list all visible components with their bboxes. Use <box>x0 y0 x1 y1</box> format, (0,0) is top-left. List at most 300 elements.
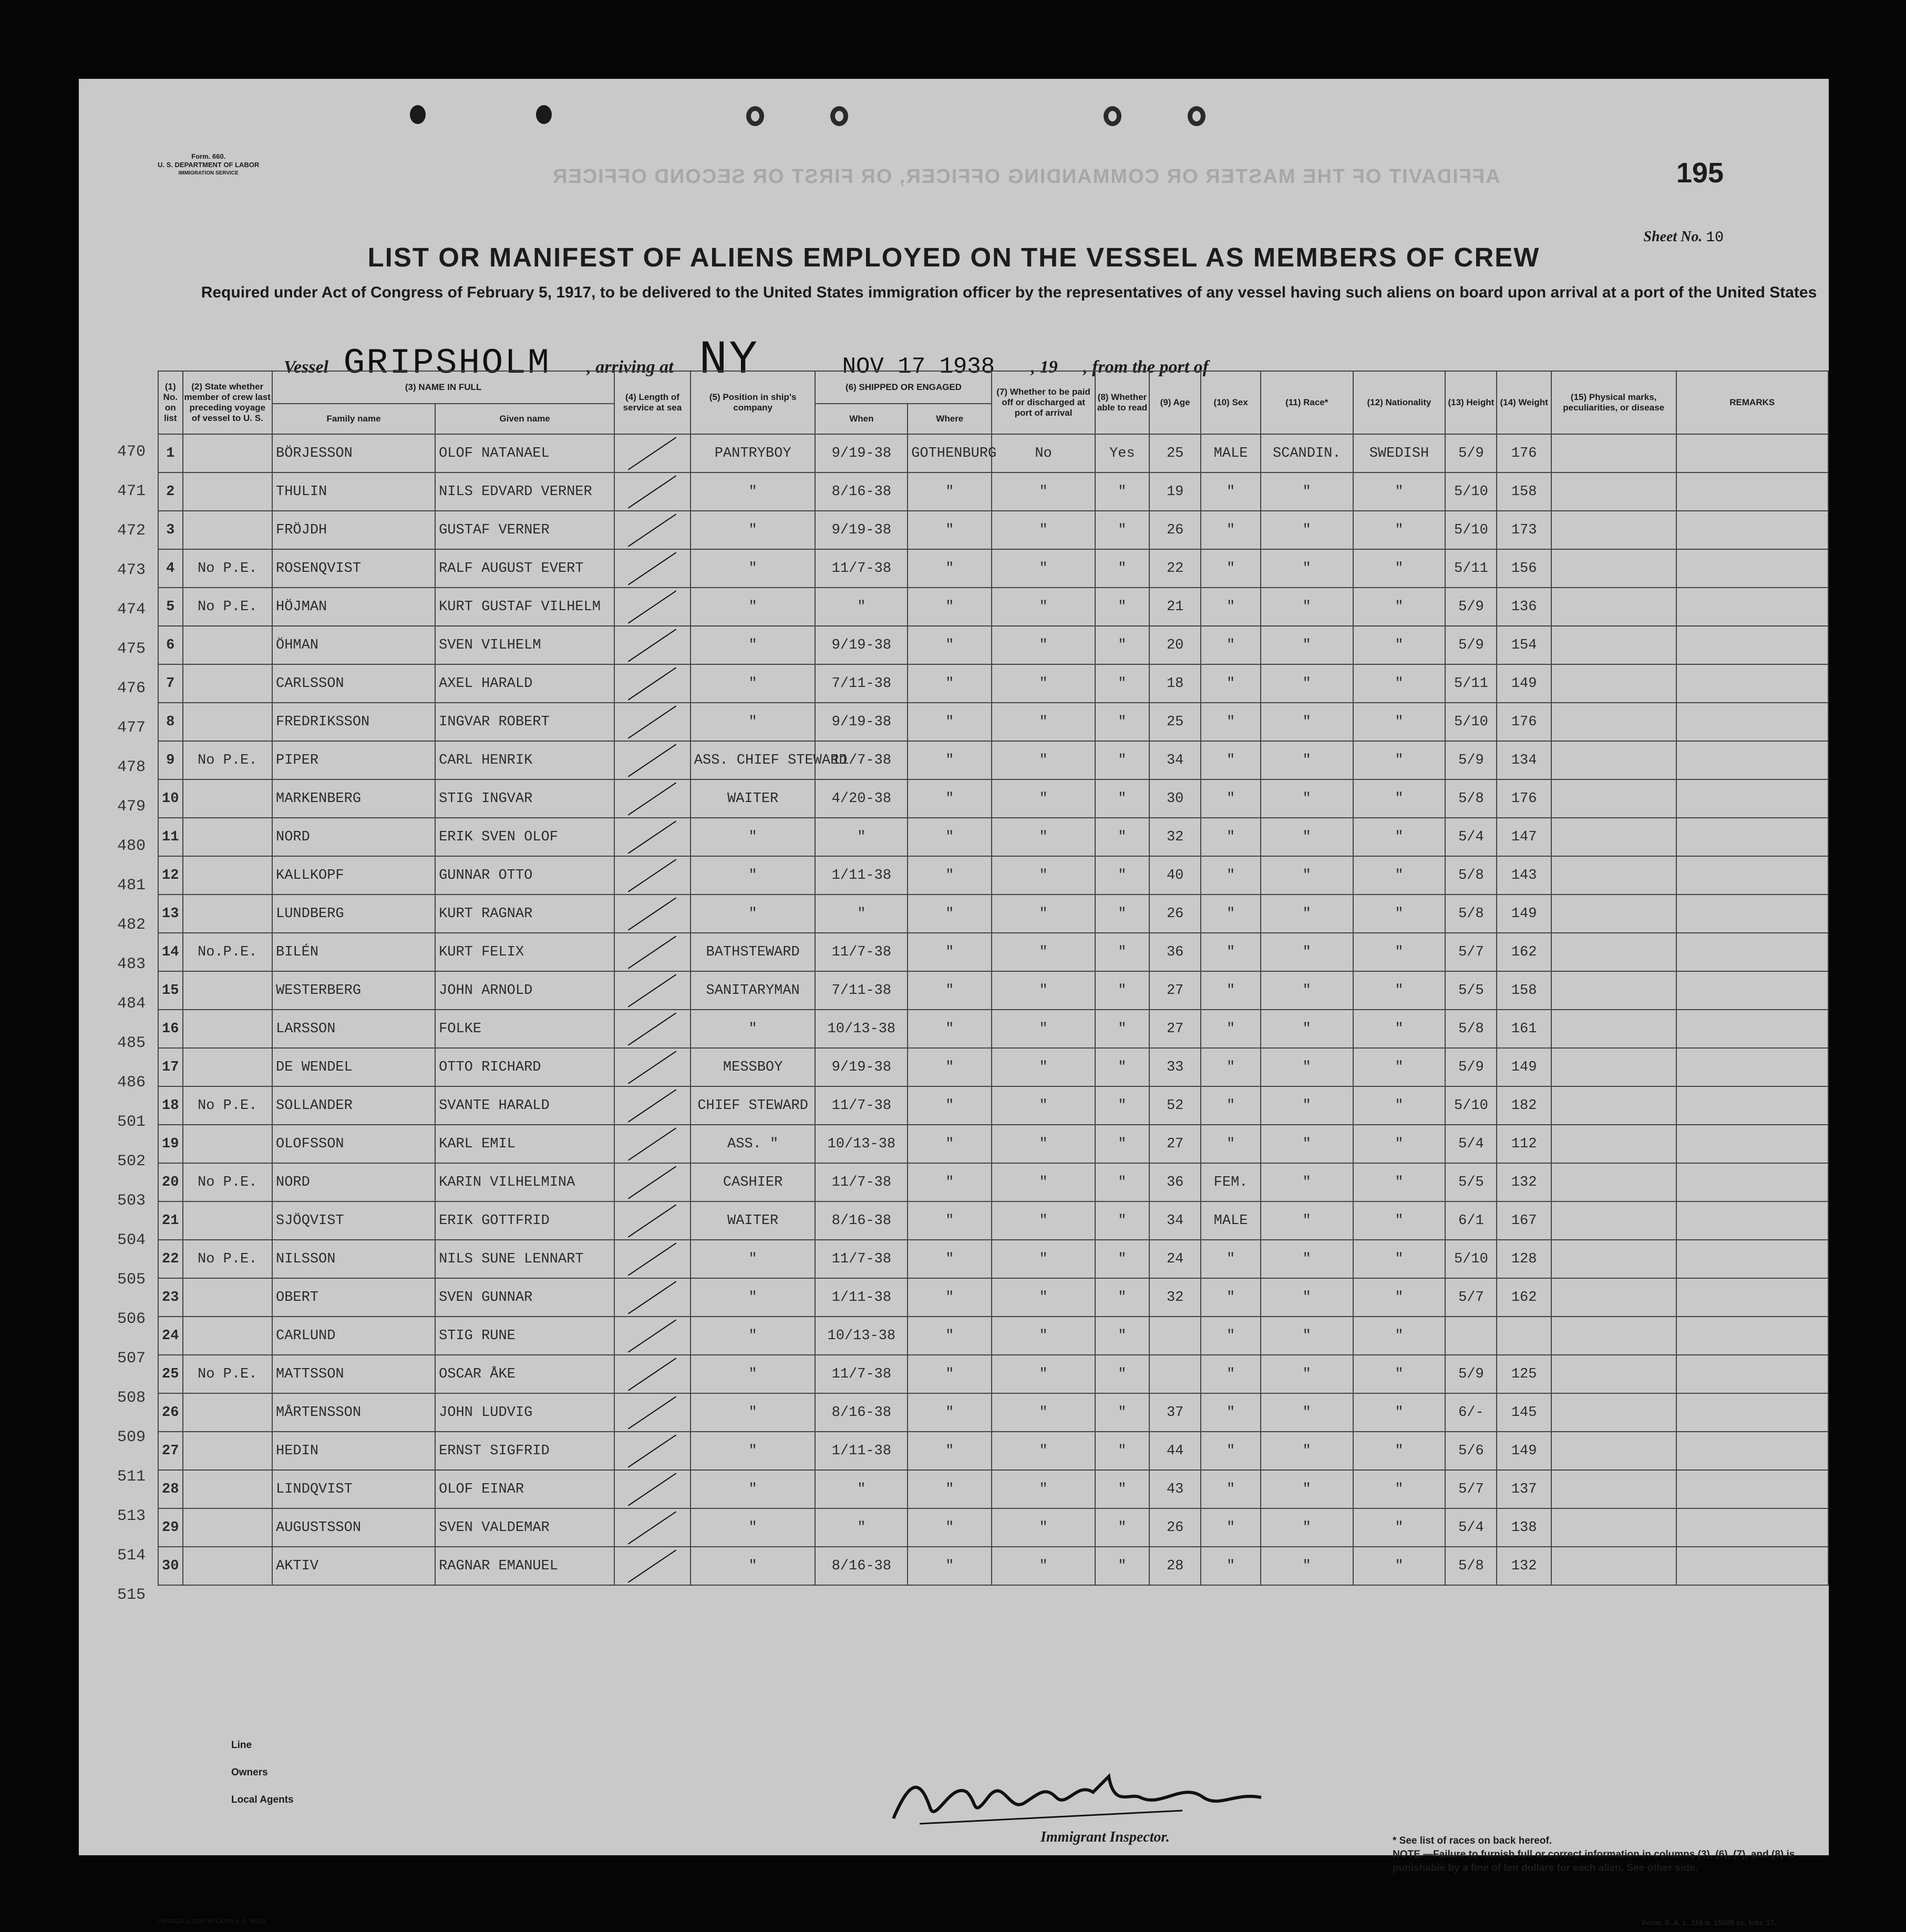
dept-label: U. S. DEPARTMENT OF LABOR <box>158 161 260 169</box>
paid-off-cell: No <box>992 434 1095 472</box>
paid-off-cell: " <box>992 472 1095 511</box>
races-note: * See list of races on back hereof. <box>1393 1835 1552 1846</box>
height-cell: 5/9 <box>1445 626 1497 664</box>
paid-off-cell: " <box>992 1393 1095 1432</box>
sex-cell: " <box>1201 779 1261 818</box>
year-label: , 19 <box>1031 357 1058 377</box>
shipped-where-cell: " <box>908 1278 992 1317</box>
height-cell: 5/4 <box>1445 1508 1497 1547</box>
race-cell: " <box>1261 1240 1353 1278</box>
shipped-when-cell: " <box>815 1508 908 1547</box>
position-cell: " <box>691 1470 816 1508</box>
ledger-number: 507 <box>117 1350 146 1368</box>
row-number-cell: 22 <box>158 1240 183 1278</box>
table-row <box>158 1201 1828 1240</box>
service-mark-cell <box>614 1317 691 1355</box>
able-to-read-cell: " <box>1095 779 1149 818</box>
shipped-when-cell: 1/11-38 <box>815 856 908 895</box>
ledger-number: 513 <box>117 1507 146 1525</box>
weight-cell <box>1497 1317 1551 1355</box>
manifest-table-wrap <box>158 371 1829 1586</box>
prev-voyage-cell: No P.E. <box>183 1163 273 1201</box>
shipped-where-cell: " <box>908 1010 992 1048</box>
punch-hole <box>1188 106 1206 126</box>
able-to-read-cell: " <box>1095 856 1149 895</box>
marks-cell <box>1551 895 1676 933</box>
sex-cell: " <box>1201 1278 1261 1317</box>
inspector-signature <box>888 1761 1266 1829</box>
nationality-cell: " <box>1353 971 1446 1010</box>
shipped-where-cell: " <box>908 933 992 971</box>
position-cell: " <box>691 1317 816 1355</box>
service-slash-mark <box>628 1396 676 1429</box>
height-cell: 5/9 <box>1445 1355 1497 1393</box>
race-cell: " <box>1261 1355 1353 1393</box>
race-cell: " <box>1261 1432 1353 1470</box>
nationality-cell: " <box>1353 933 1446 971</box>
nationality-cell: " <box>1353 1317 1446 1355</box>
race-cell: " <box>1261 1010 1353 1048</box>
arriving-label: , arriving at <box>586 357 674 377</box>
ledger-number: 479 <box>117 798 146 816</box>
row-number-cell: 13 <box>158 895 183 933</box>
shipped-when-cell: 11/7-38 <box>815 741 908 779</box>
shipped-where-cell: " <box>908 703 992 741</box>
age-cell: 36 <box>1149 1163 1201 1201</box>
given-name-cell: KURT GUSTAF VILHELM <box>435 588 614 626</box>
paid-off-cell: " <box>992 1317 1095 1355</box>
given-name-cell: SVEN VALDEMAR <box>435 1508 614 1547</box>
shipped-when-cell: 10/13-38 <box>815 1317 908 1355</box>
shipped-when-cell: 7/11-38 <box>815 664 908 703</box>
height-cell: 5/10 <box>1445 1086 1497 1125</box>
page-title: LIST OR MANIFEST OF ALIENS EMPLOYED ON THE VESSEL AS MEMBERS OF CREW <box>367 242 1540 272</box>
shipped-when-cell: 10/13-38 <box>815 1010 908 1048</box>
given-name-cell: OLOF EINAR <box>435 1470 614 1508</box>
bleed-through-text: AFFIDAVIT OF THE MASTER OR COMMANDING OFFICER, OR FIRST OR SECOND OFFICER <box>552 166 1500 188</box>
prev-voyage-cell <box>183 1317 273 1355</box>
race-cell: " <box>1261 933 1353 971</box>
marks-cell <box>1551 1547 1676 1585</box>
row-number-cell: 16 <box>158 1010 183 1048</box>
manifest-sheet <box>79 79 1829 1927</box>
race-cell: " <box>1261 1048 1353 1086</box>
service-slash-mark <box>628 513 676 547</box>
prev-voyage-cell: No P.E. <box>183 1355 273 1393</box>
weight-cell: 173 <box>1497 511 1551 549</box>
race-cell: " <box>1261 1278 1353 1317</box>
service-mark-cell <box>614 626 691 664</box>
age-cell: 20 <box>1149 626 1201 664</box>
given-name-cell: ERIK SVEN OLOF <box>435 818 614 856</box>
race-cell: " <box>1261 1470 1353 1508</box>
nationality-cell: SWEDISH <box>1353 434 1446 472</box>
position-cell: PANTRYBOY <box>691 434 816 472</box>
age-cell <box>1149 1355 1201 1393</box>
col-given-name: Given name <box>435 404 614 434</box>
position-cell: " <box>691 549 816 588</box>
owners-label: Owners <box>231 1767 268 1778</box>
given-name-cell: RAGNAR EMANUEL <box>435 1547 614 1585</box>
shipped-when-cell: 11/7-38 <box>815 1086 908 1125</box>
page-subtitle: Required under Act of Congress of February 5, 1917, to be delivered to the United States immigration officer by the representatives of any vessel having such aliens on board upon arrival at a port of the United States <box>201 284 1817 301</box>
table-row <box>158 1432 1828 1470</box>
shipped-when-cell: 11/7-38 <box>815 549 908 588</box>
service-slash-mark <box>628 475 676 508</box>
table-row <box>158 933 1828 971</box>
ledger-number: 514 <box>117 1547 146 1565</box>
ledger-number: 476 <box>117 680 146 697</box>
weight-cell: 158 <box>1497 971 1551 1010</box>
remarks-cell <box>1676 472 1829 511</box>
prev-voyage-cell: No.P.E. <box>183 933 273 971</box>
weight-cell: 149 <box>1497 664 1551 703</box>
punch-hole <box>410 105 426 124</box>
table-row <box>158 1470 1828 1508</box>
col-shipped: (6) SHIPPED OR ENGAGED <box>815 371 992 404</box>
paid-off-cell: " <box>992 1163 1095 1201</box>
line-label: Line <box>231 1740 252 1751</box>
race-cell: " <box>1261 703 1353 741</box>
ledger-number: 515 <box>117 1586 146 1604</box>
age-cell: 34 <box>1149 741 1201 779</box>
punch-hole <box>1104 106 1121 126</box>
sex-cell: MALE <box>1201 1201 1261 1240</box>
ledger-number: 511 <box>117 1468 146 1486</box>
sex-cell: " <box>1201 1125 1261 1163</box>
remarks-cell <box>1676 1393 1829 1432</box>
age-cell: 22 <box>1149 549 1201 588</box>
family-name-cell: HEDIN <box>272 1432 435 1470</box>
shipped-when-cell: " <box>815 818 908 856</box>
nationality-cell: " <box>1353 856 1446 895</box>
weight-cell: 149 <box>1497 895 1551 933</box>
service-slash-mark <box>628 1281 676 1314</box>
paid-off-cell: " <box>992 588 1095 626</box>
height-cell: 5/5 <box>1445 1163 1497 1201</box>
paid-off-cell: " <box>992 1470 1095 1508</box>
given-name-cell: OSCAR ÅKE <box>435 1355 614 1393</box>
able-to-read-cell: " <box>1095 971 1149 1010</box>
height-cell: 5/4 <box>1445 1125 1497 1163</box>
given-name-cell: INGVAR ROBERT <box>435 703 614 741</box>
nationality-cell: " <box>1353 895 1446 933</box>
race-cell: " <box>1261 1508 1353 1547</box>
race-cell: " <box>1261 971 1353 1010</box>
nationality-cell: " <box>1353 511 1446 549</box>
position-cell: " <box>691 1547 816 1585</box>
table-row <box>158 434 1828 472</box>
family-name-cell: FRÖJDH <box>272 511 435 549</box>
family-name-cell: MARKENBERG <box>272 779 435 818</box>
position-cell: " <box>691 664 816 703</box>
shipped-where-cell: " <box>908 588 992 626</box>
race-cell: SCANDIN. <box>1261 434 1353 472</box>
nationality-cell: " <box>1353 1432 1446 1470</box>
age-cell: 19 <box>1149 472 1201 511</box>
position-cell: " <box>691 472 816 511</box>
ledger-number: 480 <box>117 837 146 855</box>
nationality-cell: " <box>1353 472 1446 511</box>
family-name-cell: CARLSSON <box>272 664 435 703</box>
able-to-read-cell: " <box>1095 703 1149 741</box>
col-when: When <box>815 404 908 434</box>
paid-off-cell: " <box>992 1278 1095 1317</box>
sex-cell: MALE <box>1201 434 1261 472</box>
weight-cell: 176 <box>1497 434 1551 472</box>
height-cell: 5/8 <box>1445 895 1497 933</box>
col-weight: (14) Weight <box>1497 371 1551 434</box>
service-slash-mark <box>628 1473 676 1506</box>
remarks-cell <box>1676 856 1829 895</box>
nationality-cell: " <box>1353 588 1446 626</box>
prev-voyage-cell <box>183 971 273 1010</box>
row-number-cell: 4 <box>158 549 183 588</box>
shipped-where-cell: " <box>908 818 992 856</box>
weight-cell: 156 <box>1497 549 1551 588</box>
age-cell: 24 <box>1149 1240 1201 1278</box>
service-mark-cell <box>614 818 691 856</box>
remarks-cell <box>1676 511 1829 549</box>
weight-cell: 138 <box>1497 1508 1551 1547</box>
family-name-cell: AUGUSTSSON <box>272 1508 435 1547</box>
age-cell: 34 <box>1149 1201 1201 1240</box>
height-cell: 5/9 <box>1445 434 1497 472</box>
able-to-read-cell: " <box>1095 588 1149 626</box>
family-name-cell: PIPER <box>272 741 435 779</box>
service-mark-cell <box>614 1010 691 1048</box>
col-read: (8) Whether able to read <box>1095 371 1149 434</box>
position-cell: ASS. " <box>691 1125 816 1163</box>
paid-off-cell: " <box>992 511 1095 549</box>
prev-voyage-cell <box>183 779 273 818</box>
service-mark-cell <box>614 1201 691 1240</box>
given-name-cell: SVANTE HARALD <box>435 1086 614 1125</box>
height-cell: 5/8 <box>1445 779 1497 818</box>
col-age: (9) Age <box>1149 371 1201 434</box>
nationality-cell: " <box>1353 1547 1446 1585</box>
weight-cell: 182 <box>1497 1086 1551 1125</box>
service-slash-mark <box>628 629 676 662</box>
service-slash-mark <box>628 437 676 470</box>
shipped-when-cell: 9/19-38 <box>815 434 908 472</box>
row-number-cell: 10 <box>158 779 183 818</box>
service-slash-mark <box>628 1204 676 1237</box>
service-mark-cell <box>614 588 691 626</box>
height-cell: 5/10 <box>1445 1240 1497 1278</box>
remarks-cell <box>1676 1048 1829 1086</box>
service-slash-mark <box>628 974 676 1007</box>
table-row <box>158 1086 1828 1125</box>
prev-voyage-cell <box>183 1547 273 1585</box>
race-cell: " <box>1261 1317 1353 1355</box>
sex-cell: " <box>1201 1010 1261 1048</box>
position-cell: " <box>691 1508 816 1547</box>
sex-cell: " <box>1201 1317 1261 1355</box>
row-number-cell: 12 <box>158 856 183 895</box>
service-slash-mark <box>628 859 676 892</box>
service-slash-mark <box>628 1511 676 1544</box>
col-race: (11) Race* <box>1261 371 1353 434</box>
nationality-cell: " <box>1353 1010 1446 1048</box>
prev-voyage-cell <box>183 1432 273 1470</box>
sex-cell: " <box>1201 971 1261 1010</box>
shipped-where-cell: " <box>908 664 992 703</box>
shipped-where-cell: " <box>908 1355 992 1393</box>
remarks-cell <box>1676 434 1829 472</box>
remarks-cell <box>1676 1432 1829 1470</box>
service-slash-mark <box>628 705 676 738</box>
service-slash-mark <box>628 1166 676 1199</box>
nationality-cell: " <box>1353 741 1446 779</box>
shipped-when-cell: 11/7-38 <box>815 933 908 971</box>
height-cell <box>1445 1317 1497 1355</box>
position-cell: " <box>691 1355 816 1393</box>
family-name-cell: NORD <box>272 818 435 856</box>
ledger-number: 502 <box>117 1153 146 1170</box>
nationality-cell: " <box>1353 818 1446 856</box>
row-number-cell: 8 <box>158 703 183 741</box>
arriving-port: NY <box>699 334 759 387</box>
race-cell: " <box>1261 1393 1353 1432</box>
ledger-number: 477 <box>117 719 146 737</box>
given-name-cell: SVEN VILHELM <box>435 626 614 664</box>
shipped-where-cell: " <box>908 1086 992 1125</box>
service-mark-cell <box>614 1547 691 1585</box>
row-number-cell: 19 <box>158 1125 183 1163</box>
punch-hole <box>746 106 764 126</box>
age-cell: 43 <box>1149 1470 1201 1508</box>
shipped-when-cell: 8/16-38 <box>815 1393 908 1432</box>
remarks-cell <box>1676 1086 1829 1125</box>
family-name-cell: LUNDBERG <box>272 895 435 933</box>
service-slash-mark <box>628 1089 676 1122</box>
family-name-cell: LINDQVIST <box>272 1470 435 1508</box>
prev-voyage-cell: No P.E. <box>183 1086 273 1125</box>
prev-voyage-cell <box>183 664 273 703</box>
shipped-when-cell: 11/7-38 <box>815 1163 908 1201</box>
weight-cell: 125 <box>1497 1355 1551 1393</box>
row-number-cell: 21 <box>158 1201 183 1240</box>
col-nationality: (12) Nationality <box>1353 371 1446 434</box>
given-name-cell: JOHN ARNOLD <box>435 971 614 1010</box>
position-cell: " <box>691 1432 816 1470</box>
remarks-cell <box>1676 1470 1829 1508</box>
row-number-cell: 9 <box>158 741 183 779</box>
weight-cell: 147 <box>1497 818 1551 856</box>
sex-cell: FEM. <box>1201 1163 1261 1201</box>
ledger-number: 470 <box>117 443 146 461</box>
shipped-where-cell: " <box>908 511 992 549</box>
shipped-when-cell: " <box>815 588 908 626</box>
shipped-when-cell: 8/16-38 <box>815 1201 908 1240</box>
shipped-where-cell: " <box>908 1547 992 1585</box>
service-mark-cell <box>614 1048 691 1086</box>
service-mark-cell <box>614 933 691 971</box>
ledger-number: 471 <box>117 482 146 500</box>
prev-voyage-cell <box>183 434 273 472</box>
fine-note: NOTE.—Failure to furnish full or correct information in columns (3), (6), (7), and (8) is punishable by a fine of ten dollars for each alien. See other side. <box>1393 1849 1795 1874</box>
marks-cell <box>1551 549 1676 588</box>
shipped-where-cell: GOTHENBURG <box>908 434 992 472</box>
sex-cell: " <box>1201 741 1261 779</box>
sex-cell: " <box>1201 1470 1261 1508</box>
table-row <box>158 1240 1828 1278</box>
vessel-label: Vessel <box>284 357 328 377</box>
paid-off-cell: " <box>992 703 1095 741</box>
position-cell: BATHSTEWARD <box>691 933 816 971</box>
family-name-cell: MÅRTENSSON <box>272 1393 435 1432</box>
weight-cell: 167 <box>1497 1201 1551 1240</box>
shipped-where-cell: " <box>908 1201 992 1240</box>
position-cell: " <box>691 626 816 664</box>
service-slash-mark <box>628 1012 676 1045</box>
row-number-cell: 5 <box>158 588 183 626</box>
paid-off-cell: " <box>992 1240 1095 1278</box>
table-row <box>158 1317 1828 1355</box>
table-row <box>158 1355 1828 1393</box>
prev-voyage-cell <box>183 472 273 511</box>
nationality-cell: " <box>1353 779 1446 818</box>
paid-off-cell: " <box>992 1010 1095 1048</box>
remarks-cell <box>1676 626 1829 664</box>
row-number-cell: 28 <box>158 1470 183 1508</box>
shipped-where-cell: " <box>908 1508 992 1547</box>
table-row <box>158 1010 1828 1048</box>
race-cell: " <box>1261 588 1353 626</box>
sex-cell: " <box>1201 1393 1261 1432</box>
ledger-number: 508 <box>117 1389 146 1407</box>
marks-cell <box>1551 511 1676 549</box>
marks-cell <box>1551 1317 1676 1355</box>
prev-voyage-cell: No P.E. <box>183 549 273 588</box>
service-mark-cell <box>614 1470 691 1508</box>
age-cell: 33 <box>1149 1048 1201 1086</box>
paid-off-cell: " <box>992 1125 1095 1163</box>
ledger-number: 472 <box>117 522 146 540</box>
col-marks: (15) Physical marks, peculiarities, or disease <box>1551 371 1676 434</box>
service-mark-cell <box>614 1125 691 1163</box>
marks-cell <box>1551 818 1676 856</box>
ledger-number: 481 <box>117 877 146 895</box>
nationality-cell: " <box>1353 1355 1446 1393</box>
family-name-cell: BÖRJESSON <box>272 434 435 472</box>
height-cell: 5/7 <box>1445 933 1497 971</box>
paid-off-cell: " <box>992 1355 1095 1393</box>
sex-cell: " <box>1201 664 1261 703</box>
table-row <box>158 703 1828 741</box>
position-cell: CHIEF STEWARD <box>691 1086 816 1125</box>
age-cell: 26 <box>1149 511 1201 549</box>
service-mark-cell <box>614 664 691 703</box>
shipped-where-cell: " <box>908 1125 992 1163</box>
paid-off-cell: " <box>992 1201 1095 1240</box>
paid-off-cell: " <box>992 779 1095 818</box>
marks-cell <box>1551 626 1676 664</box>
table-row <box>158 971 1828 1010</box>
nationality-cell: " <box>1353 1508 1446 1547</box>
able-to-read-cell: " <box>1095 626 1149 664</box>
position-cell: ASS. CHIEF STEWARD <box>691 741 816 779</box>
shipped-where-cell: " <box>908 779 992 818</box>
service-slash-mark <box>628 1127 676 1160</box>
table-row <box>158 588 1828 626</box>
race-cell: " <box>1261 1086 1353 1125</box>
service-slash-mark <box>628 667 676 700</box>
height-cell: 5/9 <box>1445 1048 1497 1086</box>
height-cell: 5/8 <box>1445 856 1497 895</box>
given-name-cell: OTTO RICHARD <box>435 1048 614 1086</box>
